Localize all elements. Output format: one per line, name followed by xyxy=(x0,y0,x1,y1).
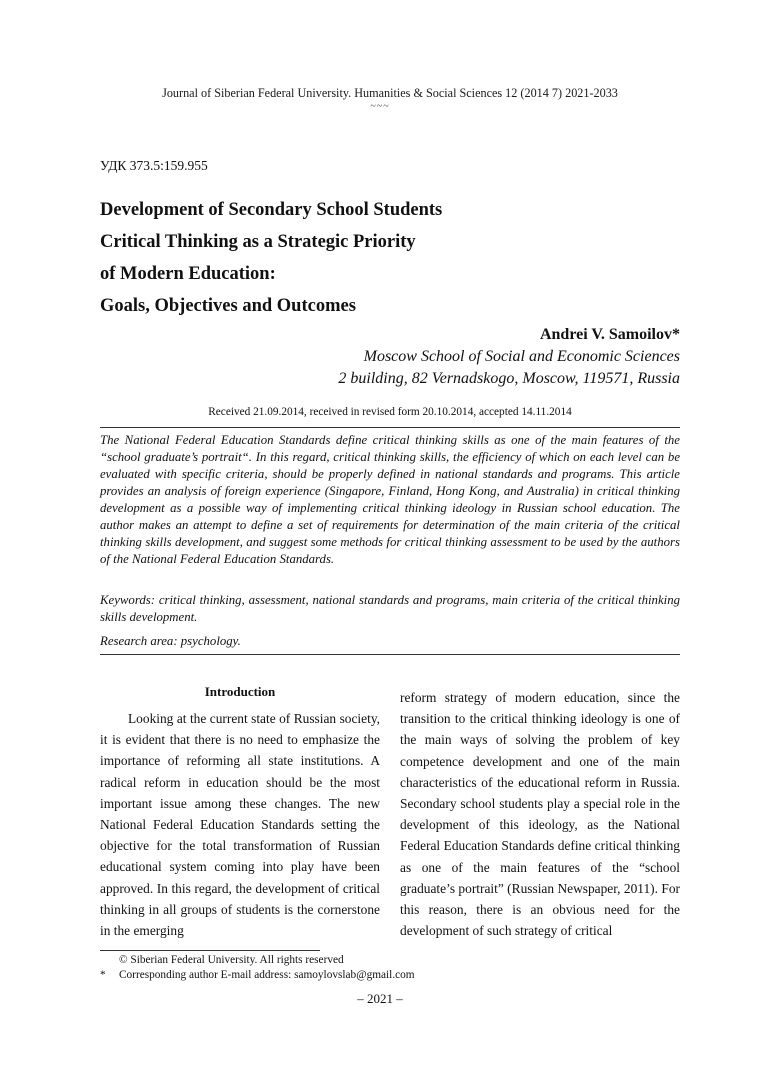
body-column-right xyxy=(400,687,680,941)
abstract-top-rule xyxy=(100,427,680,428)
author-affiliation: Moscow School of Social and Economic Sciences xyxy=(363,348,680,365)
section-heading: Introduction xyxy=(204,684,276,699)
paragraph: Looking at the current state of Russian society, it is evident that there is no need to emphasize the importance of reforming all state institutions. A radical reform in education should be the most important issue among these changes. The new National Federal Education Standards setting the objective for the total transformation of Russian educational system coming into play have been approved. In this regard, the development of critical thinking in all groups of students is the cornerstone in the emerging xyxy=(100,711,380,939)
author-name: Andrei V. Samoilov* xyxy=(539,326,680,343)
title-line: of Modern Education: xyxy=(100,264,276,284)
keywords: Keywords: critical thinking, assessment, national standards and programs, main criteria of the critical thinking skills development. xyxy=(100,593,680,624)
abstract-bottom-rule xyxy=(100,654,680,655)
footnote-text: Corresponding author E-mail address: samoylovslab@gmail.com xyxy=(119,969,415,981)
udk-code: УДК 373.5:159.955 xyxy=(100,158,208,173)
footnote-marker: * xyxy=(100,969,106,981)
received-dates: Received 21.09.2014, received in revised form 20.10.2014, accepted 14.11.2014 xyxy=(208,406,572,418)
footnote-rule xyxy=(100,950,320,951)
research-area: Research area: psychology. xyxy=(100,634,241,648)
article-title xyxy=(100,194,442,322)
copyright-footnote: © Siberian Federal University. All rights reserved xyxy=(119,954,344,966)
page-number: – 2021 – xyxy=(357,991,403,1006)
body-column-left xyxy=(100,708,380,941)
author-block xyxy=(338,324,680,390)
title-line: Development of Secondary School Students xyxy=(100,200,443,220)
corresponding-footnote xyxy=(100,968,415,983)
title-line: Critical Thinking as a Strategic Priority xyxy=(100,232,416,252)
author-address: 2 building, 82 Vernadskogo, Moscow, 119571, Russia xyxy=(338,370,680,387)
abstract: The National Federal Education Standards define critical thinking skills as one of the main features of the “school graduate’s portrait“. In this regard, critical thinking skills, the efficiency of which on each level can be evaluated with specific criteria, should be properly defined in national standards and programs. This article provides an analysis of foreign experience (Singapore, Finland, Hong Kong, and Australia) in critical thinking development as a possible way of implementing critical thinking ideology in Russian school education. The author makes an attempt to define a set of requirements for determination of the main criteria of the critical thinking skills development, and suggest some methods for critical thinking assessment to be used by the authors of the National Federal Education Standards. xyxy=(100,433,680,566)
ornament: ~~~ xyxy=(370,101,390,112)
paragraph: reform strategy of modern education, since the transition to the critical thinking ideology is one of the main ways of solving the problem of key competence development and one of the main characteristics of the educational reform in Russia. Secondary school students play a special role in the development of this ideology, as the National Federal Education Standards define critical thinking as one of the main features of the “school graduate’s portrait” (Russian Newspaper, 2011). For this reason, there is an obvious need for the development of such strategy of critical xyxy=(400,690,680,939)
running-head: Journal of Siberian Federal University. Humanities & Social Sciences 12 (2014 7) 2021-2033 xyxy=(162,86,618,100)
title-line: Goals, Objectives and Outcomes xyxy=(100,296,356,316)
